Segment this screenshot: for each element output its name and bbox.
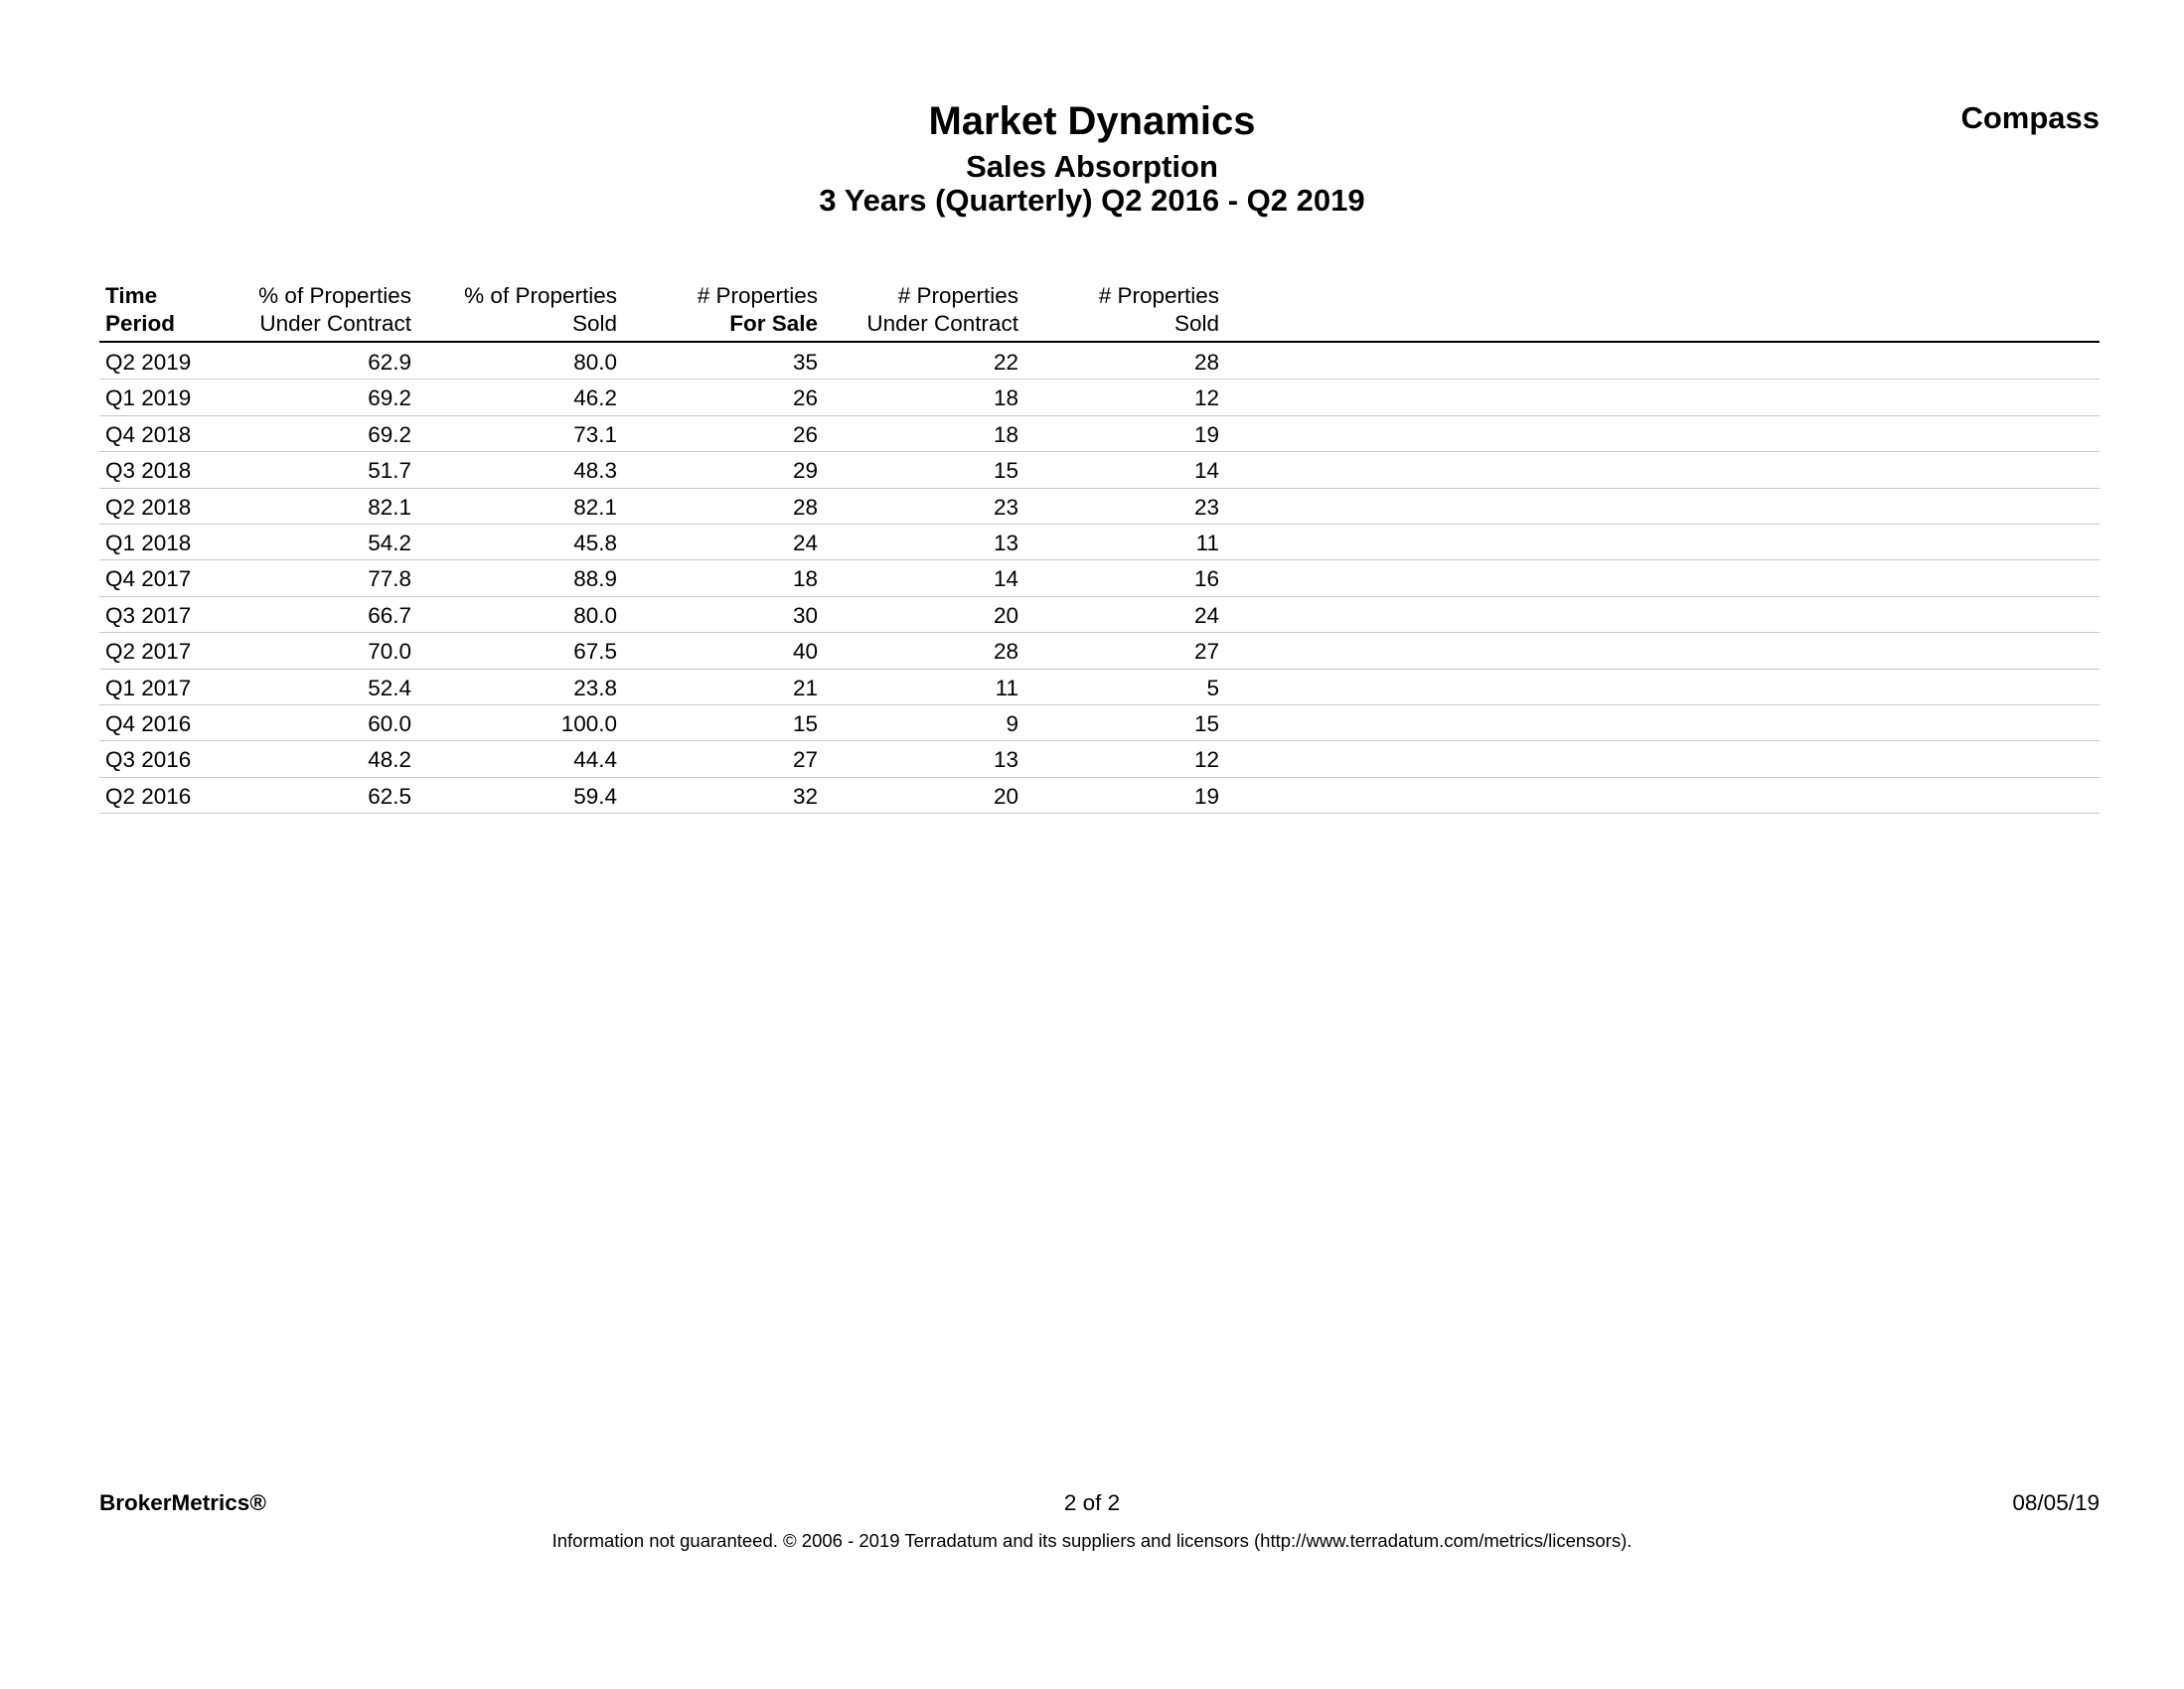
table-row <box>99 344 2100 380</box>
table-row <box>99 741 2100 777</box>
value-cell: 35 <box>792 350 818 375</box>
value-cell: 13 <box>993 747 1018 773</box>
value-cell: 11 <box>995 675 1018 700</box>
brokerage-name: Compass <box>1960 100 2100 135</box>
column-header-4 <box>698 282 818 338</box>
value-cell: 18 <box>993 421 1018 447</box>
value-cell: 82.1 <box>368 494 411 520</box>
value-cell: 14 <box>993 566 1018 592</box>
table-row <box>99 380 2100 415</box>
column-header-line1: # Properties <box>1098 283 1219 308</box>
value-cell: 52.4 <box>368 675 411 700</box>
value-cell: 77.8 <box>368 566 411 592</box>
report-subtitle: Sales Absorption <box>966 149 1218 184</box>
value-cell: 27 <box>792 747 818 773</box>
value-cell: 45.8 <box>573 530 617 555</box>
column-header-line1: Time <box>105 283 158 308</box>
value-cell: 15 <box>993 458 1018 484</box>
value-cell: 69.2 <box>368 385 411 411</box>
table-row <box>99 597 2100 633</box>
time-period-cell: Q3 2016 <box>105 747 192 773</box>
time-period-cell: Q1 2017 <box>105 675 192 700</box>
value-cell: 67.5 <box>573 639 617 665</box>
value-cell: 48.2 <box>368 747 411 773</box>
value-cell: 12 <box>1193 385 1219 411</box>
time-period-cell: Q1 2018 <box>105 530 192 555</box>
column-header-1 <box>105 282 175 338</box>
value-cell: 21 <box>792 675 818 700</box>
column-header-line1: # Properties <box>697 283 818 308</box>
value-cell: 30 <box>792 602 818 628</box>
footer-page-number: 2 of 2 <box>1063 1490 1121 1515</box>
value-cell: 44.4 <box>573 747 617 773</box>
value-cell: 28 <box>993 639 1018 665</box>
value-cell: 19 <box>1193 783 1219 809</box>
value-cell: 5 <box>1206 675 1219 700</box>
value-cell: 88.9 <box>573 566 617 592</box>
value-cell: 20 <box>993 783 1018 809</box>
value-cell: 23.8 <box>573 675 617 700</box>
value-cell: 18 <box>792 566 818 592</box>
time-period-cell: Q3 2018 <box>105 458 192 484</box>
time-period-cell: Q2 2016 <box>105 783 192 809</box>
value-cell: 11 <box>1195 530 1219 555</box>
column-header-6 <box>1099 282 1219 338</box>
column-header-line2: Under Contract <box>866 311 1018 336</box>
value-cell: 28 <box>1193 350 1219 375</box>
value-cell: 70.0 <box>368 639 411 665</box>
value-cell: 18 <box>993 385 1018 411</box>
value-cell: 59.4 <box>573 783 617 809</box>
column-header-2 <box>258 282 411 338</box>
value-cell: 26 <box>792 421 818 447</box>
value-cell: 48.3 <box>573 458 617 484</box>
column-header-3 <box>464 282 617 338</box>
value-cell: 15 <box>792 710 818 736</box>
table-row <box>99 525 2100 560</box>
table-row <box>99 489 2100 525</box>
value-cell: 46.2 <box>573 385 617 411</box>
report-title: Market Dynamics <box>928 99 1256 143</box>
value-cell: 14 <box>1193 458 1219 484</box>
value-cell: 20 <box>993 602 1018 628</box>
value-cell: 40 <box>792 639 818 665</box>
value-cell: 13 <box>993 530 1018 555</box>
table-row <box>99 778 2100 814</box>
value-cell: 24 <box>792 530 818 555</box>
value-cell: 73.1 <box>573 421 617 447</box>
table-row <box>99 560 2100 596</box>
time-period-cell: Q3 2017 <box>105 602 192 628</box>
value-cell: 27 <box>1193 639 1219 665</box>
value-cell: 66.7 <box>368 602 411 628</box>
time-period-cell: Q4 2018 <box>105 421 192 447</box>
table-row <box>99 705 2100 741</box>
value-cell: 100.0 <box>560 710 617 736</box>
table-row <box>99 416 2100 452</box>
column-header-line1: # Properties <box>897 283 1018 308</box>
value-cell: 15 <box>1193 710 1219 736</box>
data-table-body <box>99 344 2100 814</box>
value-cell: 16 <box>1193 566 1219 592</box>
value-cell: 12 <box>1193 747 1219 773</box>
value-cell: 80.0 <box>573 602 617 628</box>
time-period-cell: Q2 2018 <box>105 494 192 520</box>
table-row <box>99 452 2100 488</box>
time-period-cell: Q4 2017 <box>105 566 192 592</box>
time-period-cell: Q2 2019 <box>105 350 192 375</box>
value-cell: 60.0 <box>368 710 411 736</box>
time-period-cell: Q2 2017 <box>105 639 192 665</box>
value-cell: 69.2 <box>368 421 411 447</box>
table-row <box>99 633 2100 669</box>
column-header-5 <box>866 282 1018 338</box>
column-header-line2: Under Contract <box>259 311 411 336</box>
report-date-range: 3 Years (Quarterly) Q2 2016 - Q2 2019 <box>819 183 1365 218</box>
value-cell: 9 <box>1006 710 1018 736</box>
value-cell: 82.1 <box>573 494 617 520</box>
value-cell: 51.7 <box>368 458 411 484</box>
value-cell: 24 <box>1193 602 1219 628</box>
value-cell: 22 <box>993 350 1018 375</box>
value-cell: 29 <box>792 458 818 484</box>
value-cell: 80.0 <box>573 350 617 375</box>
column-header-line2: For Sale <box>729 311 818 336</box>
value-cell: 23 <box>1193 494 1219 520</box>
value-cell: 19 <box>1193 421 1219 447</box>
value-cell: 54.2 <box>368 530 411 555</box>
header-divider <box>99 341 2100 343</box>
time-period-cell: Q4 2016 <box>105 710 192 736</box>
column-header-line1: % of Properties <box>464 283 617 308</box>
column-header-line1: % of Properties <box>258 283 411 308</box>
table-row <box>99 670 2100 705</box>
column-header-line2: Sold <box>1173 311 1219 336</box>
footer-report-date: 08/05/19 <box>2012 1490 2100 1515</box>
value-cell: 32 <box>792 783 818 809</box>
column-header-line2: Period <box>105 311 176 336</box>
value-cell: 62.9 <box>368 350 411 375</box>
value-cell: 23 <box>993 494 1018 520</box>
value-cell: 62.5 <box>368 783 411 809</box>
value-cell: 28 <box>792 494 818 520</box>
column-header-line2: Sold <box>571 311 617 336</box>
time-period-cell: Q1 2019 <box>105 385 192 411</box>
value-cell: 26 <box>792 385 818 411</box>
footer-product-name: BrokerMetrics® <box>99 1490 266 1515</box>
footer-disclaimer: Information not guaranteed. © 2006 - 2019 Terradatum and its suppliers and licensors (http://www.terradatum.com/metrics/licensors). <box>551 1530 1633 1551</box>
